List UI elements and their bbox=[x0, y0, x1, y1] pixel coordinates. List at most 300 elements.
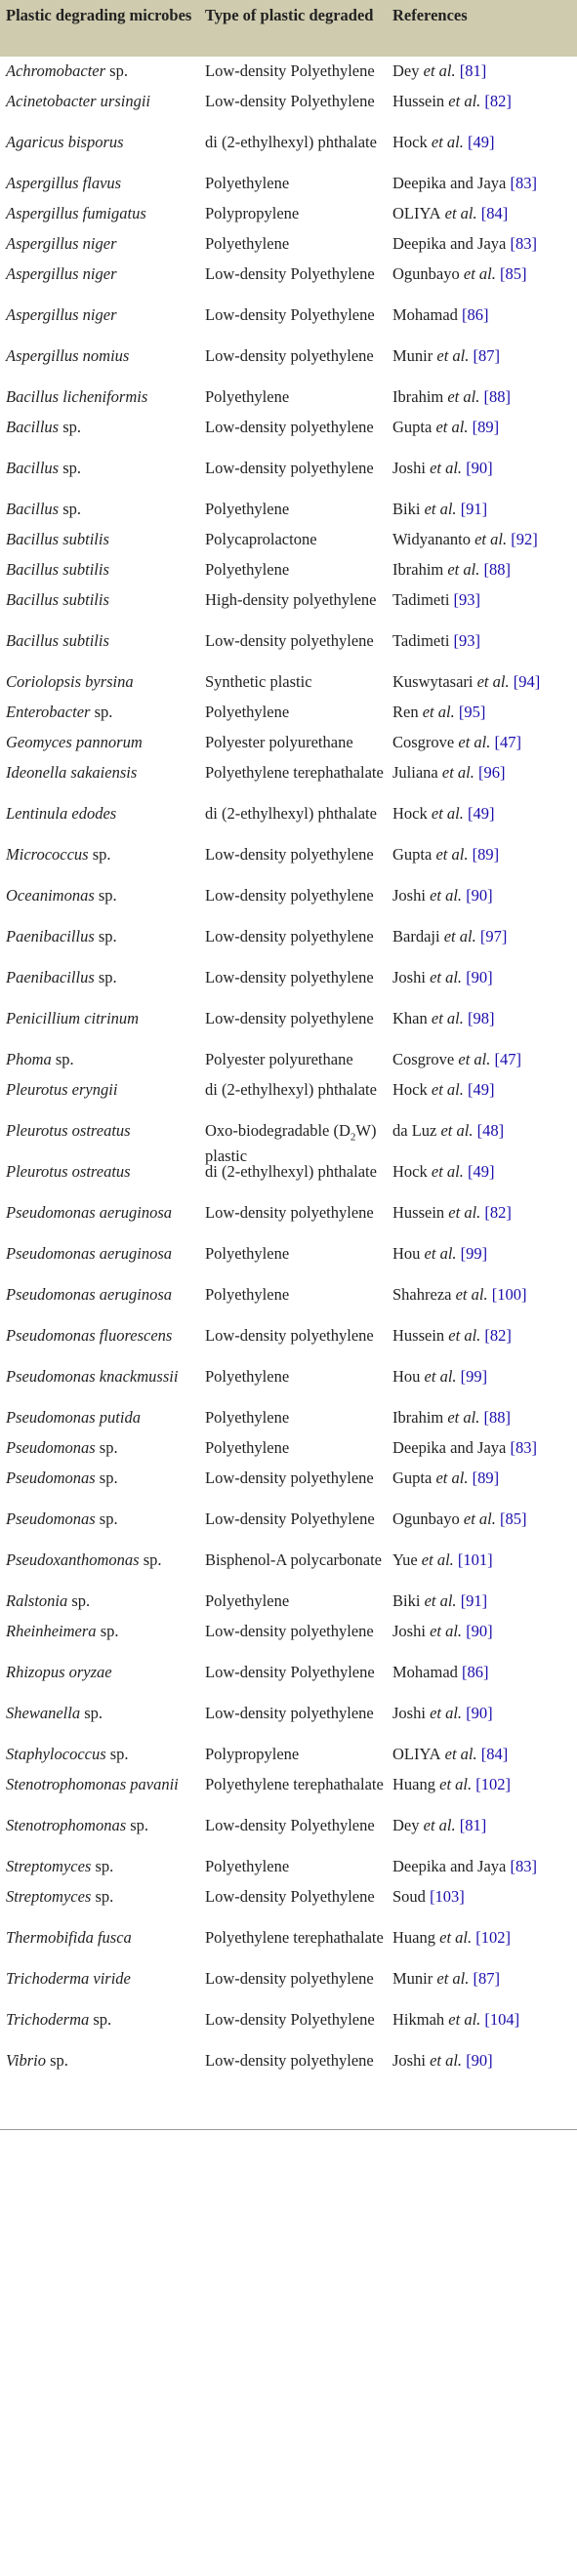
reference-link[interactable]: [81] bbox=[459, 1816, 487, 1834]
reference-link[interactable]: [99] bbox=[460, 1367, 488, 1386]
plastic-cell: Low-density polyethylene bbox=[205, 1203, 374, 1222]
reference-link[interactable]: [90] bbox=[466, 886, 493, 905]
et-al: et al. bbox=[418, 703, 455, 721]
reference-cell bbox=[392, 1887, 577, 1907]
reference-author: Hock bbox=[392, 1080, 428, 1099]
species-abbrev: sp. bbox=[95, 1469, 118, 1487]
reference-cell bbox=[392, 61, 577, 81]
microbe-name: Oceanimonas bbox=[6, 886, 95, 905]
et-al: et al. bbox=[425, 886, 463, 905]
microbe-name: Phoma bbox=[6, 1050, 52, 1068]
microbe-name: Pseudoxanthomonas bbox=[6, 1550, 140, 1569]
plastic-cell: Low-density Polyethylene bbox=[205, 1663, 375, 1681]
plastic-cell: Polyester polyurethane bbox=[205, 1050, 353, 1068]
reference-author: Biki bbox=[392, 1591, 421, 1610]
species-abbrev: sp. bbox=[59, 459, 81, 477]
table-row bbox=[0, 1157, 577, 1198]
plastic-cell: Low-density polyethylene bbox=[205, 1969, 374, 1988]
reference-cell bbox=[392, 1285, 577, 1305]
microbe-cell bbox=[6, 1887, 201, 1907]
table-row bbox=[0, 1852, 577, 1882]
reference-cell bbox=[392, 1745, 577, 1764]
reference-link[interactable]: [84] bbox=[480, 1745, 509, 1763]
microbe-cell bbox=[6, 1622, 201, 1641]
table-bottom-rule bbox=[0, 2129, 577, 2130]
reference-cell bbox=[392, 305, 577, 325]
reference-author: Biki bbox=[392, 500, 421, 518]
reference-author: Kuswytasari bbox=[392, 672, 474, 691]
reference-link[interactable]: [100] bbox=[491, 1285, 527, 1304]
et-al: et al. bbox=[425, 2051, 463, 2070]
reference-cell bbox=[392, 234, 577, 254]
microbe-cell bbox=[6, 1704, 201, 1723]
et-al: et al. bbox=[439, 927, 476, 946]
reference-link[interactable]: [86] bbox=[462, 305, 489, 324]
et-al: et al. bbox=[432, 845, 469, 864]
microbe-cell bbox=[6, 387, 201, 407]
reference-link[interactable]: [94] bbox=[513, 672, 541, 691]
microbe-cell bbox=[6, 1775, 201, 1794]
reference-link[interactable]: [104] bbox=[484, 2010, 520, 2029]
reference-link[interactable]: [83] bbox=[510, 234, 537, 253]
reference-link[interactable]: [87] bbox=[473, 346, 500, 365]
species-abbrev: sp. bbox=[59, 418, 81, 436]
table-row bbox=[0, 495, 577, 525]
microbe-cell bbox=[6, 672, 201, 692]
plastic-cell: Bisphenol-A polycarbonate bbox=[205, 1550, 383, 1569]
microbe-cell bbox=[6, 1591, 201, 1611]
microbe-cell bbox=[6, 174, 201, 193]
table-row bbox=[0, 667, 577, 698]
reference-author: Deepika and Jaya bbox=[392, 1438, 507, 1457]
plastic-cell: Low-density polyethylene bbox=[205, 631, 374, 650]
microbe-cell bbox=[6, 590, 201, 610]
reference-author: OLIYA bbox=[392, 204, 441, 222]
et-al: et al. bbox=[444, 92, 481, 110]
species-abbrev: sp. bbox=[94, 927, 117, 946]
plastic-cell: Low-density Polyethylene bbox=[205, 1509, 375, 1528]
reference-link[interactable]: [82] bbox=[484, 92, 512, 110]
microbe-name: Bacillus bbox=[6, 418, 60, 436]
microbe-cell bbox=[6, 1438, 201, 1458]
table-row bbox=[0, 1964, 577, 2005]
microbe-name: Trichoderma viride bbox=[6, 1969, 131, 1988]
reference-link[interactable]: [83] bbox=[510, 1438, 537, 1457]
plastic-cell: Polyethylene bbox=[205, 1438, 290, 1457]
table-row bbox=[0, 1433, 577, 1464]
microbe-cell bbox=[6, 2051, 201, 2071]
et-al: et al. bbox=[451, 1285, 488, 1304]
reference-cell bbox=[392, 387, 577, 407]
microbe-name: Penicillium citrinum bbox=[6, 1009, 140, 1027]
microbe-name: Enterobacter bbox=[6, 703, 91, 721]
table-row bbox=[0, 413, 577, 454]
plastic-cell: Low-density polyethylene bbox=[205, 1326, 374, 1345]
table-row bbox=[0, 260, 577, 301]
reference-cell bbox=[392, 590, 577, 610]
header-microbes: Plastic degrading microbes bbox=[6, 6, 192, 24]
plastic-cell: Low-density polyethylene bbox=[205, 1622, 374, 1640]
et-al: et al. bbox=[420, 1591, 457, 1610]
et-al: et al. bbox=[425, 968, 463, 986]
reference-link[interactable]: [90] bbox=[466, 968, 493, 986]
et-al: et al. bbox=[454, 1050, 491, 1068]
reference-link[interactable]: [86] bbox=[462, 1663, 489, 1681]
plastic-cell: di (2-ethylhexyl) phthalate bbox=[205, 804, 377, 823]
reference-cell bbox=[392, 631, 577, 651]
microbe-name: Aspergillus flavus bbox=[6, 174, 122, 192]
microbe-name: Bacillus subtilis bbox=[6, 590, 109, 609]
et-al: et al. bbox=[459, 264, 496, 283]
reference-cell bbox=[392, 418, 577, 437]
microbe-name: Pleurotus ostreatus bbox=[6, 1162, 131, 1181]
reference-link[interactable]: [91] bbox=[460, 500, 488, 518]
table-row bbox=[0, 881, 577, 922]
table-row bbox=[0, 199, 577, 229]
et-al: et al. bbox=[427, 1080, 464, 1099]
table-row bbox=[0, 1617, 577, 1658]
microbe-name: Bacillus licheniformis bbox=[6, 387, 148, 406]
plastic-cell: Low-density Polyethylene bbox=[205, 1816, 375, 1834]
reference-cell bbox=[392, 1622, 577, 1641]
table-row bbox=[0, 229, 577, 260]
reference-author: Huang bbox=[392, 1928, 435, 1947]
species-abbrev: sp. bbox=[88, 845, 111, 864]
reference-author: Joshi bbox=[392, 886, 426, 905]
reference-author: Hussein bbox=[392, 1203, 445, 1222]
species-abbrev: sp. bbox=[45, 2051, 68, 2070]
reference-cell bbox=[392, 2051, 577, 2071]
plastic-cell: Oxo-biodegradable $(D_2W)$ plastic bbox=[205, 1121, 377, 1166]
reference-cell bbox=[392, 733, 577, 752]
reference-author: Joshi bbox=[392, 2051, 426, 2070]
reference-link[interactable]: [89] bbox=[472, 1469, 500, 1487]
plastic-cell: di (2-ethylhexyl) phthalate bbox=[205, 1162, 377, 1181]
reference-link[interactable]: [82] bbox=[484, 1326, 512, 1345]
microbe-name: Bacillus subtilis bbox=[6, 631, 109, 650]
plastic-cell: Low-density Polyethylene bbox=[205, 305, 375, 324]
et-al: et al. bbox=[419, 1816, 456, 1834]
table-row bbox=[0, 525, 577, 555]
reference-link[interactable]: [85] bbox=[500, 1509, 527, 1528]
species-abbrev: sp. bbox=[94, 886, 117, 905]
microbe-cell bbox=[6, 1203, 201, 1223]
reference-link[interactable]: [91] bbox=[460, 1591, 488, 1610]
et-al: et al. bbox=[444, 2010, 481, 2029]
et-al: et al. bbox=[417, 1550, 454, 1569]
plastic-cell: Polyethylene bbox=[205, 500, 290, 518]
microbe-name: Aspergillus niger bbox=[6, 234, 117, 253]
microbe-cell bbox=[6, 305, 201, 325]
reference-cell bbox=[392, 1203, 577, 1223]
subscript: 2 bbox=[350, 1131, 356, 1144]
reference-cell bbox=[392, 1080, 577, 1100]
reference-author: Hussein bbox=[392, 1326, 445, 1345]
table-row bbox=[0, 1699, 577, 1740]
reference-link[interactable]: [98] bbox=[468, 1009, 495, 1027]
reference-cell bbox=[392, 1469, 577, 1488]
plastic-cell: Low-density Polyethylene bbox=[205, 92, 375, 110]
table-header bbox=[0, 0, 577, 57]
microbe-cell bbox=[6, 1969, 201, 1989]
microbe-cell bbox=[6, 1509, 201, 1529]
reference-author: Hikmah bbox=[392, 2010, 445, 2029]
microbe-cell bbox=[6, 763, 201, 783]
microbe-name: Stenotrophomonas pavanii bbox=[6, 1775, 179, 1793]
microbe-name: Pseudomonas knackmussii bbox=[6, 1367, 179, 1386]
table-row bbox=[0, 840, 577, 881]
reference-author: Cosgrove bbox=[392, 1050, 455, 1068]
reference-link[interactable]: [90] bbox=[466, 1704, 493, 1722]
reference-link[interactable]: [97] bbox=[479, 927, 508, 946]
microbe-cell bbox=[6, 346, 201, 366]
plastic-cell: Polyethylene terephathalate bbox=[205, 1928, 384, 1947]
species-abbrev: sp. bbox=[51, 1050, 74, 1068]
reference-link[interactable]: [89] bbox=[472, 845, 500, 864]
reference-author: Hock bbox=[392, 133, 428, 151]
reference-link[interactable]: [90] bbox=[466, 459, 493, 477]
species-abbrev: sp. bbox=[89, 2010, 112, 2029]
table-row bbox=[0, 169, 577, 199]
table-row bbox=[0, 1882, 577, 1923]
et-al: et al. bbox=[443, 1408, 480, 1427]
reference-link[interactable]: [101] bbox=[457, 1550, 493, 1569]
microbe-cell bbox=[6, 264, 201, 284]
reference-link[interactable]: [83] bbox=[510, 1857, 537, 1875]
reference-author: Gupta bbox=[392, 845, 433, 864]
plastic-cell: Polyester polyurethane bbox=[205, 733, 353, 751]
microbe-name: Streptomyces bbox=[6, 1857, 92, 1875]
reference-cell bbox=[392, 672, 577, 692]
table-row bbox=[0, 1280, 577, 1321]
species-abbrev: sp. bbox=[105, 1745, 129, 1763]
reference-link[interactable]: [49] bbox=[468, 133, 495, 151]
reference-author: Munir bbox=[392, 346, 433, 365]
microbe-cell bbox=[6, 1408, 201, 1428]
et-al: et al. bbox=[440, 204, 477, 222]
reference-link[interactable]: [84] bbox=[480, 204, 509, 222]
microbe-cell bbox=[6, 1080, 201, 1100]
plastic-cell: Low-density Polyethylene bbox=[205, 1887, 375, 1906]
reference-link[interactable]: [47] bbox=[494, 733, 521, 751]
reference-cell bbox=[392, 1969, 577, 1989]
reference-link[interactable]: [96] bbox=[478, 763, 506, 782]
microbe-name: Shewanella bbox=[6, 1704, 81, 1722]
species-abbrev: sp. bbox=[139, 1550, 162, 1569]
species-abbrev: sp. bbox=[95, 1509, 118, 1528]
plastic-cell: di (2-ethylhexyl) phthalate bbox=[205, 1080, 377, 1099]
reference-cell bbox=[392, 133, 577, 152]
plastic-cell: Polyethylene bbox=[205, 1367, 290, 1386]
plastic-cell: Low-density polyethylene bbox=[205, 1009, 374, 1027]
et-al: et al. bbox=[427, 1162, 464, 1181]
et-al: et al. bbox=[427, 133, 464, 151]
reference-author: Ren bbox=[392, 703, 419, 721]
plastic-cell: Low-density polyethylene bbox=[205, 845, 374, 864]
reference-link[interactable]: [48] bbox=[476, 1121, 505, 1140]
reference-link[interactable]: [103] bbox=[430, 1887, 465, 1906]
microbe-name: Staphylococcus bbox=[6, 1745, 106, 1763]
plastic-cell: Low-density polyethylene bbox=[205, 886, 374, 905]
microbe-name: Bacillus subtilis bbox=[6, 530, 109, 548]
microbe-name: Geomyces pannorum bbox=[6, 733, 143, 751]
reference-author: Huang bbox=[392, 1775, 435, 1793]
reference-author: Tadimeti bbox=[392, 631, 450, 650]
reference-link[interactable]: [88] bbox=[483, 1408, 511, 1427]
plastic-cell: di (2-ethylhexyl) phthalate bbox=[205, 133, 377, 151]
table-row bbox=[0, 1403, 577, 1433]
microbe-name: Pseudomonas aeruginosa bbox=[6, 1244, 173, 1263]
et-al: et al. bbox=[440, 1745, 477, 1763]
microbe-name: Pleurotus ostreatus bbox=[6, 1121, 131, 1140]
reference-author: Joshi bbox=[392, 1704, 426, 1722]
microbe-name: Rhizopus oryzae bbox=[6, 1663, 112, 1681]
table-row bbox=[0, 585, 577, 626]
table-row bbox=[0, 922, 577, 963]
species-abbrev: sp. bbox=[126, 1816, 149, 1834]
reference-cell bbox=[392, 92, 577, 111]
reference-author: Gupta bbox=[392, 1469, 433, 1487]
plastic-cell: Polyethylene bbox=[205, 234, 290, 253]
et-al: et al. bbox=[436, 1121, 474, 1140]
microbe-name: Aspergillus niger bbox=[6, 264, 117, 283]
plastic-cell: Low-density Polyethylene bbox=[205, 61, 375, 80]
table-row bbox=[0, 963, 577, 1004]
table-row bbox=[0, 454, 577, 495]
reference-link[interactable]: [89] bbox=[472, 418, 500, 436]
reference-cell bbox=[392, 1121, 577, 1141]
reference-link[interactable]: [95] bbox=[458, 703, 486, 721]
table-row bbox=[0, 1045, 577, 1075]
reference-link[interactable]: [102] bbox=[475, 1928, 511, 1947]
reference-link[interactable]: [85] bbox=[500, 264, 527, 283]
et-al: et al. bbox=[437, 763, 474, 782]
microbe-cell bbox=[6, 733, 201, 752]
microbe-name: Trichoderma bbox=[6, 2010, 90, 2029]
table-row bbox=[0, 1116, 577, 1166]
microbe-cell bbox=[6, 886, 201, 906]
reference-cell bbox=[392, 1591, 577, 1611]
microbe-cell bbox=[6, 1857, 201, 1876]
reference-link[interactable]: [49] bbox=[468, 804, 495, 823]
reference-author: Mohamad bbox=[392, 305, 458, 324]
reference-link[interactable]: [102] bbox=[475, 1775, 511, 1793]
table-row bbox=[0, 57, 577, 87]
microbe-name: Bacillus bbox=[6, 500, 60, 518]
reference-author: Ibrahim bbox=[392, 1408, 444, 1427]
reference-author: Hock bbox=[392, 1162, 428, 1181]
reference-cell bbox=[392, 1009, 577, 1028]
reference-cell bbox=[392, 886, 577, 906]
et-al: et al. bbox=[433, 1969, 470, 1988]
et-al: et al. bbox=[435, 1775, 473, 1793]
et-al: et al. bbox=[443, 560, 480, 579]
microbe-name: Ralstonia bbox=[6, 1591, 68, 1610]
et-al: et al. bbox=[420, 1244, 457, 1263]
reference-cell bbox=[392, 174, 577, 193]
reference-cell bbox=[392, 1162, 577, 1182]
plastic-cell: Polyethylene bbox=[205, 387, 290, 406]
microbe-cell bbox=[6, 1469, 201, 1488]
reference-link[interactable]: [82] bbox=[484, 1203, 512, 1222]
microbe-cell bbox=[6, 204, 201, 223]
et-al: et al. bbox=[427, 804, 464, 823]
et-al: et al. bbox=[473, 672, 510, 691]
reference-link[interactable]: [88] bbox=[483, 387, 511, 406]
species-abbrev: sp. bbox=[67, 1591, 91, 1610]
table-row bbox=[0, 728, 577, 758]
plastic-cell: Low-density polyethylene bbox=[205, 346, 374, 365]
reference-cell bbox=[392, 1928, 577, 1948]
reference-link[interactable]: [83] bbox=[510, 174, 537, 192]
plastic-cell: Polyethylene terephathalate bbox=[205, 763, 384, 782]
reference-cell bbox=[392, 927, 577, 946]
reference-author: Cosgrove bbox=[392, 733, 455, 751]
et-al: et al. bbox=[425, 1704, 463, 1722]
reference-author: Dey bbox=[392, 61, 420, 80]
reference-cell bbox=[392, 1244, 577, 1264]
table-row bbox=[0, 382, 577, 413]
reference-link[interactable]: [93] bbox=[453, 590, 481, 609]
table-row bbox=[0, 555, 577, 585]
reference-link[interactable]: [49] bbox=[468, 1080, 495, 1099]
microbe-name: Thermobifida fusca bbox=[6, 1928, 132, 1947]
microbe-name: Acinetobacter ursingii bbox=[6, 92, 151, 110]
microbe-cell bbox=[6, 1009, 201, 1028]
reference-author: Juliana bbox=[392, 763, 438, 782]
reference-author: Bardaji bbox=[392, 927, 440, 946]
microbe-cell bbox=[6, 631, 201, 651]
reference-link[interactable]: [93] bbox=[453, 631, 481, 650]
microbe-name: Aspergillus nomius bbox=[6, 346, 130, 365]
table-row bbox=[0, 1658, 577, 1699]
microbe-name: Pseudomonas bbox=[6, 1469, 96, 1487]
reference-link[interactable]: [47] bbox=[494, 1050, 521, 1068]
reference-link[interactable]: [90] bbox=[466, 1622, 493, 1640]
reference-link[interactable]: [81] bbox=[459, 61, 487, 80]
microbe-name: Aspergillus fumigatus bbox=[6, 204, 146, 222]
microbe-cell bbox=[6, 1121, 201, 1141]
microbe-cell bbox=[6, 1285, 201, 1305]
et-al: et al. bbox=[432, 1469, 469, 1487]
table-row bbox=[0, 1321, 577, 1362]
table-row bbox=[0, 1505, 577, 1546]
reference-cell bbox=[392, 763, 577, 783]
microbe-cell bbox=[6, 1244, 201, 1264]
plastic-cell: Polyethylene bbox=[205, 174, 290, 192]
microbe-name: Streptomyces bbox=[6, 1887, 92, 1906]
reference-cell bbox=[392, 1367, 577, 1387]
et-al: et al. bbox=[419, 61, 456, 80]
plastic-cell: Low-density polyethylene bbox=[205, 927, 374, 946]
reference-link[interactable]: [92] bbox=[511, 530, 538, 548]
reference-link[interactable]: [87] bbox=[473, 1969, 500, 1988]
plastic-cell: Polypropylene bbox=[205, 1745, 300, 1763]
reference-author: da Luz bbox=[392, 1121, 437, 1140]
microbe-cell bbox=[6, 1162, 201, 1182]
reference-link[interactable]: [99] bbox=[460, 1244, 488, 1263]
plastic-cell: High-density polyethylene bbox=[205, 590, 377, 609]
reference-link[interactable]: [49] bbox=[468, 1162, 495, 1181]
reference-cell bbox=[392, 264, 577, 284]
table-row bbox=[0, 799, 577, 840]
table-row bbox=[0, 1770, 577, 1811]
reference-link[interactable]: [90] bbox=[466, 2051, 493, 2070]
reference-link[interactable]: [88] bbox=[483, 560, 511, 579]
microbe-cell bbox=[6, 1928, 201, 1948]
plastic-cell: Polyethylene bbox=[205, 1857, 290, 1875]
microbe-cell bbox=[6, 133, 201, 152]
